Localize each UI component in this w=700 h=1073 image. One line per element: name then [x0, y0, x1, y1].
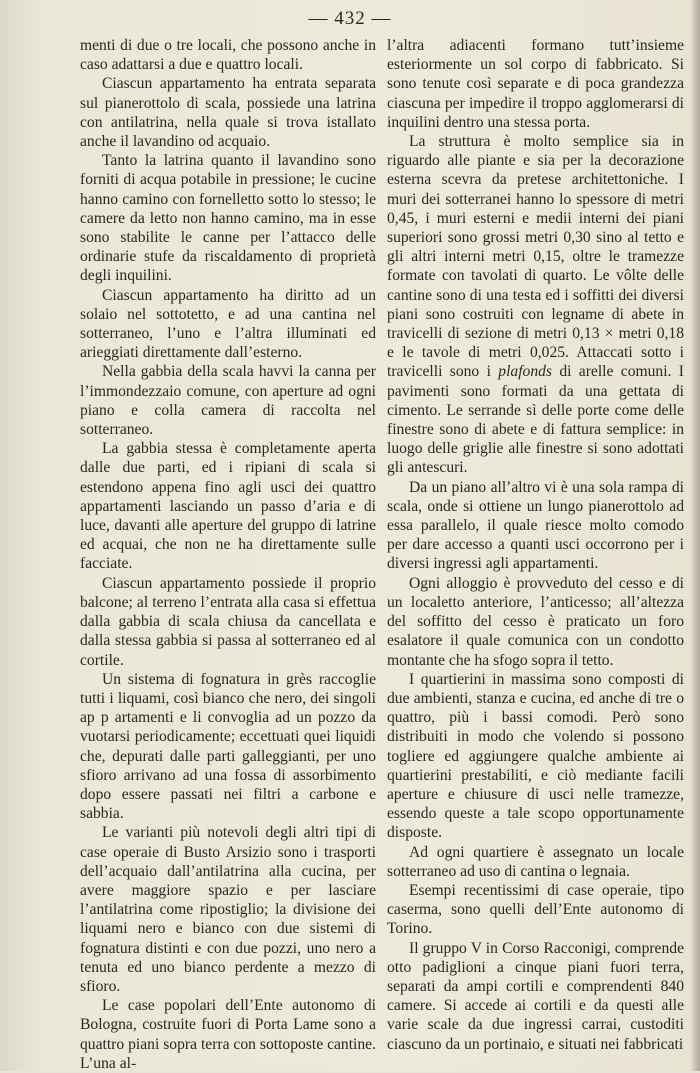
right-column [387, 36, 684, 1054]
paragraph: Il gruppo V in Corso Racconigi, comprende otto padiglioni a cinque piani fuori terra, separati da ampi cortili e comprendenti 840 camere. Si accede ai cortili e da questi alle varie scale da due ingressi carrai, custoditi ciascuno da un portinaio, e situati nei fabbricati [387, 939, 684, 1053]
paragraph-text: La struttura è molto semplice sia in riguardo alle piante e sia per la decorazione esterna scevra da pretese architettoniche. I muri dei sotterranei hanno lo spessore di metri 0,45, i muri esterni e medii interni dei piani superiori sono grossi metri 0,30 sino al tetto e gli altri interni metri 0,15, oltre le tramezze formate con tavolati di quarto. Le vôlte delle cantine sono di una testa ed i soffitti dei diversi piani sono costruiti con legname di abete in travicelli di sezione di metri 0,13 × metri 0,18 e le tavole di metri 0,025. Attaccati sotto i travicelli sono i [387, 133, 684, 381]
left-column [80, 36, 376, 1073]
paragraph: Ogni alloggio è provveduto del cesso e di un localetto anteriore, l’anticesso; all’altezza del soffitto del cesso è praticato un foro esalatore il quale comunica con un condotto montante che ha sfogo sopra il tetto. [387, 574, 684, 669]
paragraph: Nella gabbia della scala havvi la canna per l’immondezzaio comune, con aperture ad ogni piano e colla camera di raccolta nel sotterraneo. [80, 363, 376, 439]
paragraph: l’altra adiacenti formano tutt’insieme esteriormente un sol corpo di fabbricato. Si sono tenute così separate e di poca grandezza ciascuna per impedire il troppo agglomerarsi di inquilini dentro una stessa porta. [387, 37, 684, 131]
paragraph: Le varianti più notevoli degli altri tipi di case operaie di Busto Arsizio sono i trasporti dell’acquaio dall’antilatrina alla cucina, per avere maggiore spazio e per lasciare l’antilatrina come ripostiglio; la divisione dei liquami nero e bianco con due sistemi di fognatura distinti e con due pozzi, uno nero a tenuta ed uno bianco perdente a mezzo di sfioro. [80, 824, 376, 995]
paragraph: Ciascun appartamento ha entrata separata sul pianerottolo di scala, possiede una latrina con antilatrina, nella quale si trova istallato anche il lavandino od acquaio. [80, 75, 376, 151]
paragraph: Ciascun appartamento possiede il proprio balcone; al terreno l’entrata alla casa si effettua dalla gabbia di scala chiusa da cancellata e dalla stessa gabbia si passa al sotterraneo ed al cortile. [80, 574, 376, 669]
paragraph: I quartierini in massima sono composti di due ambienti, stanza e cucina, ed anche di tre o quattro, più i bassi comodi. Però sono distribuiti in modo che volendo si possono togliere ed aggiungere qualche ambiente ai quartierini prestabiliti, e ciò mediante facili aperture e chiusure di usci nelle tramezze, essendo queste a tale scopo opportunamente disposte. [387, 670, 684, 842]
paragraph: menti di due o tre locali, che possono anche in caso adattarsi a due e quattro locali. [80, 37, 376, 74]
paragraph-structure [387, 132, 684, 478]
page-edge-shadow [690, 0, 700, 1071]
paragraph: Da un piano all’altro vi è una sola rampa di scala, onde si ottiene un lungo pianerottolo ad essa parallelo, il quale riesce molto comodo per dare accesso a quanti usci occorrono per i diversi ingressi agli appartamenti. [387, 478, 684, 573]
paragraph: Ciascun appartamento ha diritto ad un solaio nel sottotetto, e ad una cantina nel sotterraneo, l’uno e l’altra illuminati ed arieggiati direttamente dall’esterno. [80, 286, 376, 362]
italic-term: plafonds [498, 363, 552, 381]
paragraph: Le case popolari dell’Ente autonomo di Bologna, costruite fuori di Porta Lame sono a quattro piani sopra terra con sottoposte cantine. L’una al- [80, 997, 376, 1072]
paragraph: Esempi recentissimi di case operaie, tipo caserma, sono quelli dell’Ente autonomo di Torino. [387, 881, 684, 938]
paragraph: La gabbia stessa è completamente aperta dalle due parti, ed i ripiani di scala si estendono appena fino agli usci dei quattro appartamenti lasciando un passo d’aria e di luce, davanti alle aperture del gruppo di latrine ed acquai, che non ne ha direttamente sulle facciate. [80, 440, 376, 573]
paragraph: Tanto la latrina quanto il lavandino sono forniti di acqua potabile in pressione; le cucine hanno camino con fornelletto sotto lo stesso; le camere da letto non hanno camino, ma in esse sono stabilite le canne per l’attacco delle ordinarie stufe da riscaldamento di proprietà degli inquilini. [80, 152, 376, 285]
paragraph: Ad ogni quartiere è assegnato un locale sotterraneo ad uso di cantina o legnaia. [387, 843, 684, 880]
page-number: — 432 — [308, 8, 392, 29]
paragraph-text: di arelle comuni. I pavimenti sono formati da una gettata di cimento. Le serrande sì delle porte come delle finestre sono di abete e di fattura semplice: in luogo delle griglie alle finestre si sono adottati gli antescuri. [387, 363, 684, 477]
paragraph: Un sistema di fognatura in grès raccoglie tutti i liquami, così bianco che nero, dei singoli ap p artamenti e li convoglia ad un pozzo da vuotarsi periodicamente; eccettuati quei liquidi che, depurati dalle parti galleggianti, per uno sfioro arrivano ad una fossa di assorbimento dopo essere passati nei filtri a carbone e sabbia. [80, 670, 376, 823]
